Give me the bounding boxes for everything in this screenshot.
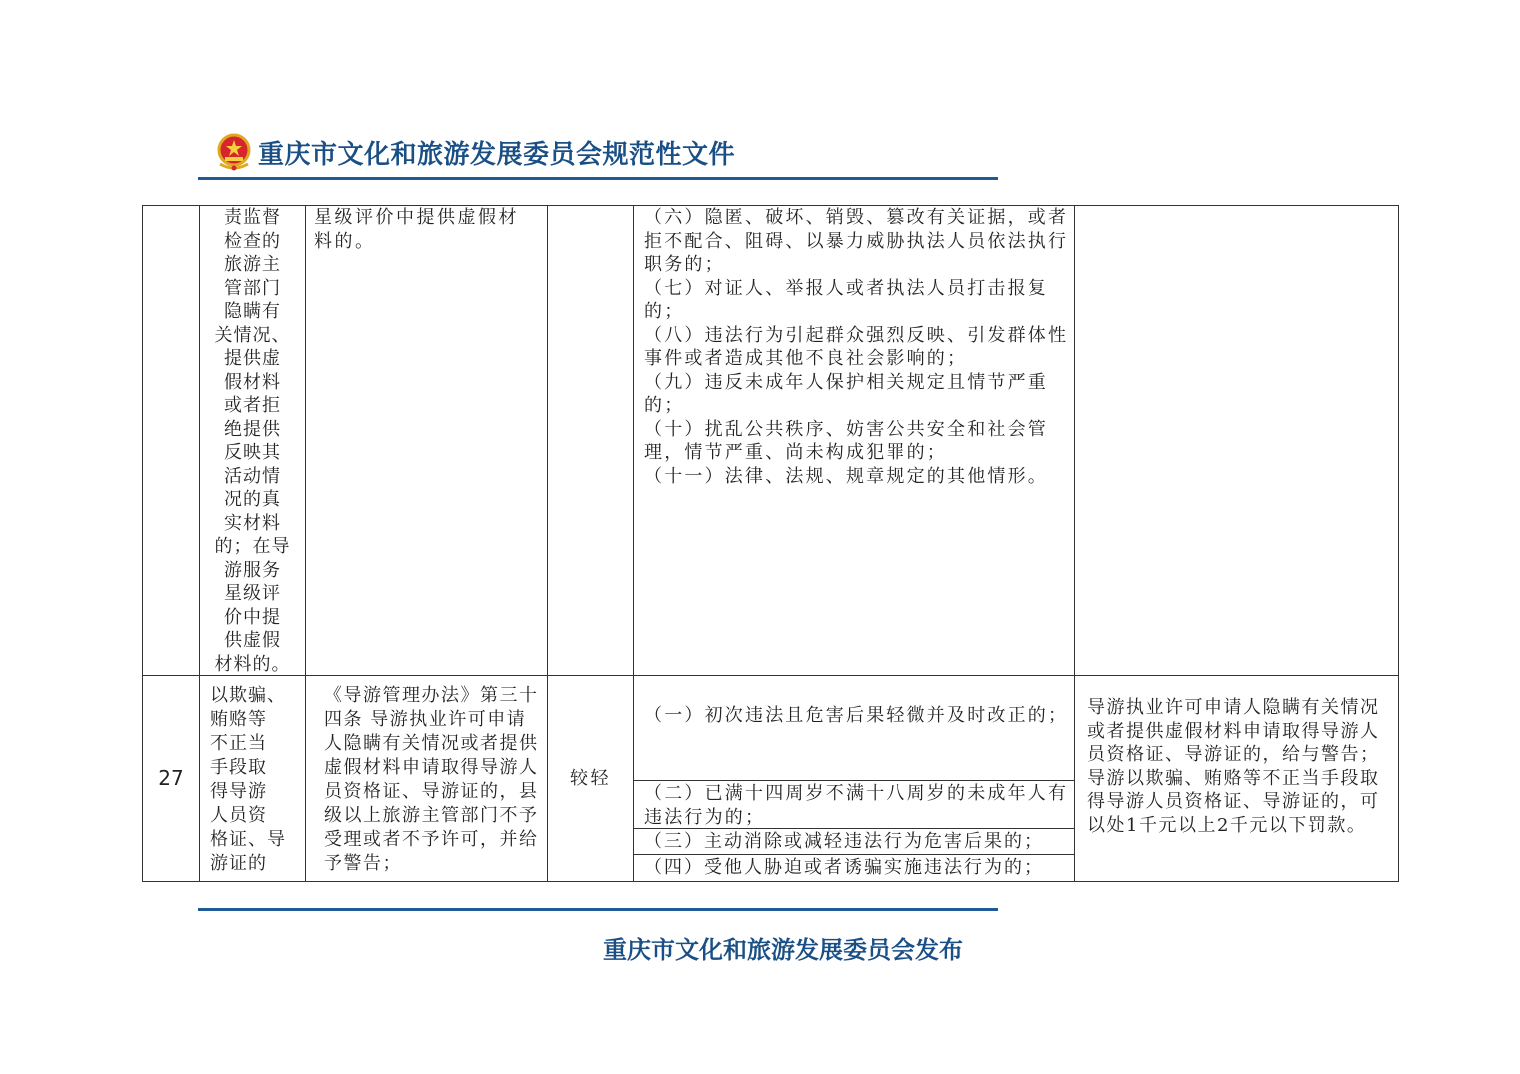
- national-emblem-icon: [216, 132, 252, 172]
- row-violation-cell: 以欺骗、 贿赂等 不正当 手段取 得导游 人员资 格证、导 游证的: [199, 675, 306, 882]
- header-title: 重庆市文化和旅游发展委员会规范性文件: [258, 140, 736, 170]
- footer-rule: [198, 908, 998, 911]
- row-level-cell: 较轻: [547, 675, 634, 882]
- cont-basis-cell: 星级评价中提供虚假材料的。: [305, 205, 548, 676]
- cont-violation-cell: 责监督 检查的 旅游主 管部门 隐瞒有 关情况、 提供虚 假材料 或者拒 绝提供 反映其 活动情 况的真 实材料 的；在导 游服务 星级评 价中提 供虚假 材料的。: [199, 205, 306, 676]
- row-circumstance-3: （三）主动消除或减轻违法行为危害后果的；: [633, 828, 1075, 855]
- document-header: [198, 128, 998, 180]
- cont-circumstances-cell: （六）隐匿、破坏、销毁、篡改有关证据，或者拒不配合、阻碍、以暴力威胁执法人员依法执行职务的； （七）对证人、举报人或者执法人员打击报复的； （八）违法行为引起群众强烈反映、引发群体性事件或者造成其他不良社会影响的； （九）违反未成年人保护相关规定且情节严重的； （十）扰乱公共秩序、妨害公共安全和社会管理，情节严重、尚未构成犯罪的； （十一）法律、法规、规章规定的其他情形。: [633, 205, 1075, 676]
- row-circumstance-4: （四）受他人胁迫或者诱骗实施违法行为的；: [633, 854, 1075, 882]
- header-rule: [198, 177, 998, 180]
- row-penalty-cell: 导游执业许可申请人隐瞒有关情况或者提供虚假材料申请取得导游人员资格证、导游证的，给与警告；导游以欺骗、贿赂等不正当手段取得导游人员资格证、导游证的，可以处1千元以上2千元以下罚款。: [1074, 675, 1399, 882]
- row-circumstance-2: （二）已满十四周岁不满十八周岁的未成年人有违法行为的；: [633, 780, 1075, 829]
- row-basis-cell: 《导游管理办法》第三十四条 导游执业许可申请人隐瞒有关情况或者提供虚假材料申请取得导游人员资格证、导游证的，县级以上旅游主管部门不予受理或者不予许可，并给予警告；: [305, 675, 548, 882]
- row-circumstance-1: （一）初次违法且危害后果轻微并及时改正的；: [633, 675, 1075, 781]
- row-number-cell: 27: [142, 675, 200, 882]
- cont-number-cell: [142, 205, 200, 676]
- cont-penalty-cell: [1074, 205, 1399, 676]
- footer-publisher: 重庆市文化和旅游发展委员会发布: [603, 935, 963, 964]
- cont-level-cell: [547, 205, 634, 676]
